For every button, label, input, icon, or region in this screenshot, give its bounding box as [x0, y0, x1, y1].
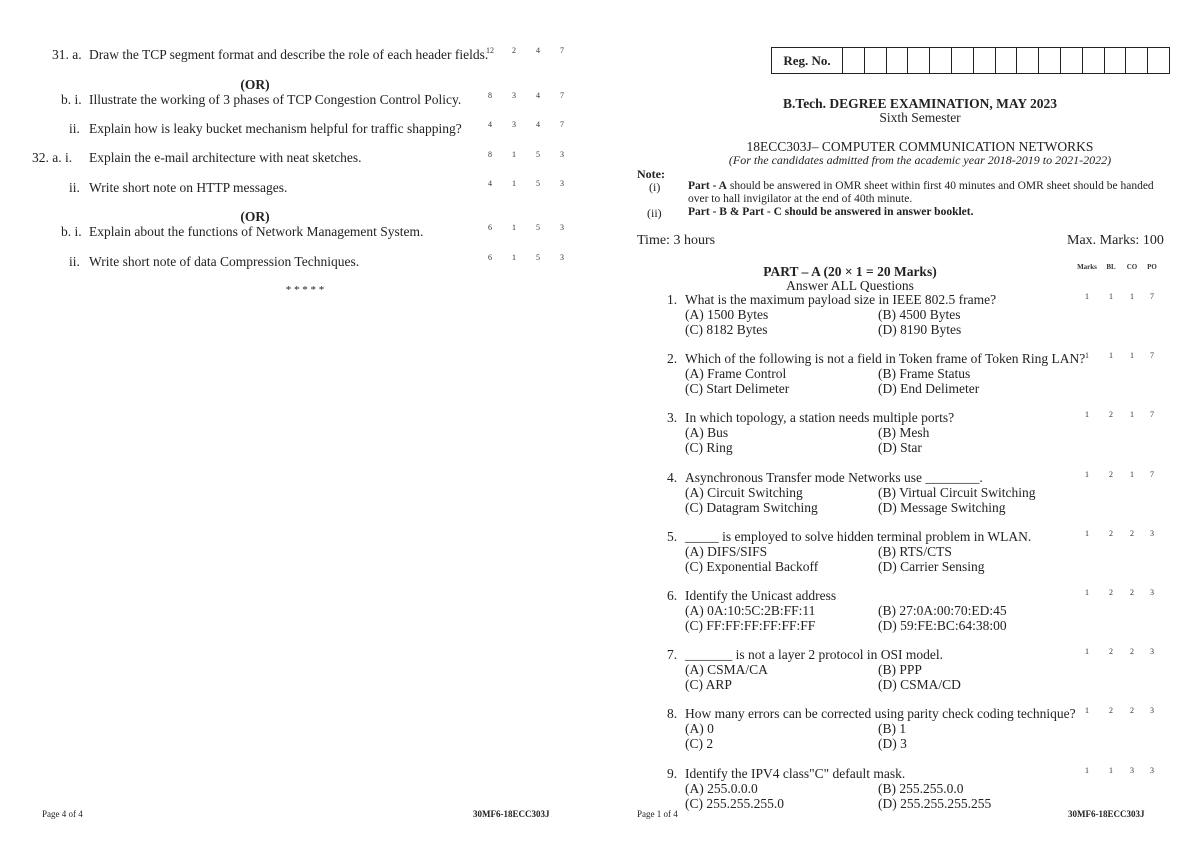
- note-label: Note:: [637, 167, 665, 181]
- marks-value: 4: [488, 120, 492, 129]
- po-value: 7: [560, 46, 564, 55]
- reg-digit-cell[interactable]: [952, 48, 974, 73]
- bl-value: 2: [1109, 410, 1113, 420]
- note-i-line2: over to hall invigilator at the end of 40th minute.: [688, 193, 913, 205]
- option-a: (A) 0A:10:5C:2B:FF:11: [685, 603, 816, 618]
- q31bi-text: Illustrate the working of 3 phases of TCP Congestion Control Policy.: [89, 92, 462, 107]
- bl-value: 1: [512, 223, 516, 232]
- marks-value: 8: [488, 91, 492, 100]
- q31a-text: Draw the TCP segment format and describe the role of each header fields.: [89, 47, 489, 62]
- co-value: 5: [536, 253, 540, 262]
- marks-value: 6: [488, 253, 492, 262]
- reg-digit-cell[interactable]: [1148, 48, 1169, 73]
- option-c: (C) FF:FF:FF:FF:FF:FF: [685, 618, 816, 633]
- reg-digit-cell[interactable]: [865, 48, 887, 73]
- marks-value: 1: [1085, 351, 1089, 361]
- reg-digit-cell[interactable]: [930, 48, 952, 73]
- bl-value: 2: [1109, 588, 1113, 597]
- marks-value: 1: [1085, 410, 1089, 420]
- bl-value: 1: [512, 179, 516, 188]
- option-a: (A) 1500 Bytes: [685, 307, 769, 322]
- max-marks: Max. Marks: 100: [1067, 233, 1164, 248]
- marks-value: 6: [488, 223, 492, 232]
- option-b: (B) RTS/CTS: [878, 543, 952, 559]
- po-value: 3: [1150, 528, 1154, 538]
- reg-digit-cell[interactable]: [908, 48, 930, 73]
- po-value: 3: [1150, 765, 1154, 775]
- co-value: 5: [536, 223, 540, 232]
- bl-value: 2: [1109, 469, 1113, 479]
- option-d: (D) End Delimeter: [878, 381, 980, 397]
- po-value: 7: [560, 91, 564, 100]
- po-value: 7: [1150, 351, 1154, 361]
- option-a: (A) 0: [685, 721, 714, 737]
- option-a: (A) Circuit Switching: [685, 484, 803, 500]
- reg-digit-cell[interactable]: [1061, 48, 1083, 73]
- question-text: _____ is employed to solve hidden terminal problem in WLAN.: [685, 528, 1032, 544]
- co-value: 2: [1130, 647, 1134, 657]
- reg-digit-cell[interactable]: [974, 48, 996, 73]
- bl-value: 1: [1109, 292, 1113, 301]
- marks-value: 1: [1085, 647, 1089, 657]
- option-c: (C) Exponential Backoff: [685, 558, 819, 574]
- option-a: (A) Bus: [685, 425, 729, 441]
- option-c: (C) 8182 Bytes: [685, 322, 768, 337]
- option-c: (C) 2: [685, 736, 714, 752]
- part-a-title: PART – A (20 × 1 = 20 Marks): [763, 264, 937, 279]
- co-value: 4: [536, 91, 540, 100]
- semester: Sixth Semester: [879, 110, 961, 125]
- question-text: How many errors can be corrected using parity check coding technique?: [685, 706, 1076, 722]
- note-ii-number: (ii): [647, 206, 662, 220]
- marks-value: 1: [1085, 706, 1089, 716]
- question-number: 3.: [667, 410, 678, 426]
- po-value: 3: [560, 150, 564, 159]
- co-value: 1: [1130, 292, 1134, 301]
- po-value: 3: [560, 179, 564, 188]
- co-value: 2: [1130, 528, 1134, 538]
- exam-title: B.Tech. DEGREE EXAMINATION, MAY 2023: [783, 96, 1057, 111]
- q32aii-text: Write short note on HTTP messages.: [89, 180, 288, 195]
- option-d: (D) 255.255.255.255: [878, 795, 992, 811]
- option-a: (A) Frame Control: [685, 366, 787, 382]
- reg-digit-cell[interactable]: [887, 48, 909, 73]
- marks-value: 1: [1085, 528, 1089, 538]
- option-b: (B) 1: [878, 721, 907, 737]
- po-value: 7: [560, 120, 564, 129]
- q32bii-number: ii.: [69, 254, 80, 269]
- time-allowed: Time: 3 hours: [637, 233, 716, 248]
- option-c: (C) 255.255.255.0: [685, 795, 784, 811]
- note-i-bold: Part - A: [688, 180, 727, 192]
- candidates-note: (For the candidates admitted from the academic year 2018-2019 to 2021-2022): [728, 153, 1112, 167]
- reg-digit-cell[interactable]: [1017, 48, 1039, 73]
- note-ii-text: Part - B & Part - C should be answered in answer booklet.: [688, 206, 974, 218]
- footer-page-number: Page 1 of 4: [637, 809, 678, 819]
- bl-value: 1: [512, 253, 516, 262]
- right-page: [600, 0, 1200, 848]
- footer-code: 30MF6-18ECC303J: [1068, 809, 1145, 819]
- reg-digit-cell[interactable]: [1083, 48, 1105, 73]
- option-b: (B) Virtual Circuit Switching: [878, 484, 1036, 500]
- q31bii-text: Explain how is leaky bucket mechanism helpful for traffic shapping?: [89, 121, 462, 136]
- option-d: (D) Carrier Sensing: [878, 558, 985, 574]
- bl-value: 3: [512, 120, 516, 129]
- question-text: In which topology, a station needs multiple ports?: [685, 410, 955, 426]
- q32ai-text: Explain the e-mail architecture with neat sketches.: [89, 150, 362, 165]
- co-value: 2: [1130, 706, 1134, 716]
- question-text: Identify the Unicast address: [685, 588, 837, 603]
- co-value: 3: [1130, 765, 1134, 775]
- option-b: (B) Mesh: [878, 425, 930, 441]
- q32aii-number: ii.: [69, 180, 80, 195]
- marks-value: 1: [1085, 469, 1089, 479]
- question-text: _______ is not a layer 2 protocol in OSI model.: [685, 647, 943, 663]
- option-d: (D) Star: [878, 440, 922, 456]
- option-a: (A) 255.0.0.0: [685, 780, 758, 796]
- option-b: (B) 4500 Bytes: [878, 307, 961, 322]
- marks-value: 8: [488, 150, 492, 159]
- co-value: 5: [536, 150, 540, 159]
- marks-value: 12: [486, 46, 494, 55]
- reg-digit-cell[interactable]: [843, 48, 865, 73]
- marks-value: 1: [1085, 292, 1089, 301]
- option-d: (D) 8190 Bytes: [878, 322, 962, 337]
- note-i-text: should be answered in OMR sheet within first 40 minutes and OMR sheet should be handed: [729, 180, 1154, 192]
- option-b: (B) 255.255.0.0: [878, 780, 964, 796]
- option-a: (A) DIFS/SIFS: [685, 543, 768, 559]
- co-value: 4: [536, 120, 540, 129]
- q31bi-number: b. i.: [61, 92, 82, 107]
- bl-value: 1: [1109, 765, 1113, 775]
- po-value: 3: [560, 223, 564, 232]
- answer-all: Answer ALL Questions: [786, 278, 914, 293]
- or-divider: (OR): [240, 209, 270, 224]
- reg-no-label: Reg. No.: [772, 48, 843, 73]
- or-divider: (OR): [240, 77, 270, 92]
- reg-digit-cell[interactable]: [1039, 48, 1061, 73]
- option-d: (D) CSMA/CD: [878, 677, 961, 693]
- question-number: 9.: [667, 765, 678, 781]
- option-c: (C) Start Delimeter: [685, 381, 790, 397]
- marks-value: 1: [1085, 588, 1089, 597]
- question-number: 8.: [667, 706, 678, 722]
- co-value: 1: [1130, 469, 1134, 479]
- question-text: Identify the IPV4 class"C" default mask.: [685, 765, 906, 781]
- option-b: (B) PPP: [878, 662, 922, 678]
- question-text: Asynchronous Transfer mode Networks use ________.: [685, 469, 983, 485]
- option-c: (C) Datagram Switching: [685, 499, 818, 515]
- option-d: (D) 3: [878, 736, 907, 752]
- po-value: 7: [1150, 469, 1154, 479]
- co-value: 2: [1130, 588, 1134, 597]
- q32ai-number: 32. a. i.: [32, 150, 73, 165]
- po-value: 3: [1150, 647, 1154, 657]
- q32bii-text: Write short note of data Compression Techniques.: [89, 254, 360, 269]
- option-c: (C) Ring: [685, 440, 733, 456]
- option-b: (B) 27:0A:00:70:ED:45: [878, 603, 1007, 618]
- reg-digit-cell[interactable]: [1105, 48, 1127, 73]
- footer-page-number: Page 4 of 4: [42, 809, 83, 819]
- option-c: (C) ARP: [685, 677, 732, 693]
- po-value: 3: [1150, 588, 1154, 597]
- marks-value: 1: [1085, 765, 1089, 775]
- bl-value: 1: [1109, 351, 1113, 361]
- bl-value: 2: [1109, 647, 1113, 657]
- course-title: 18ECC303J– COMPUTER COMMUNICATION NETWORKS: [746, 139, 1094, 154]
- end-marker: * * * * *: [285, 284, 325, 296]
- q32bi-text: Explain about the functions of Network Management System.: [89, 224, 424, 239]
- co-value: 5: [536, 179, 540, 188]
- co-value: 1: [1130, 351, 1134, 361]
- footer-code: 30MF6-18ECC303J: [473, 809, 550, 819]
- question-text: What is the maximum payload size in IEEE 802.5 frame?: [685, 292, 997, 307]
- q31a-number: 31. a.: [52, 47, 82, 62]
- col-header-bl: BL: [1106, 263, 1116, 271]
- question-number: 5.: [667, 528, 678, 544]
- question-number: 4.: [667, 469, 678, 485]
- reg-digit-cell[interactable]: [1126, 48, 1148, 73]
- po-value: 3: [560, 253, 564, 262]
- question-number: 7.: [667, 647, 678, 663]
- col-header-co: CO: [1126, 263, 1138, 271]
- co-value: 1: [1130, 410, 1134, 420]
- bl-value: 3: [512, 91, 516, 100]
- q32bi-number: b. i.: [61, 224, 82, 239]
- option-a: (A) CSMA/CA: [685, 662, 768, 678]
- reg-digit-cell[interactable]: [996, 48, 1018, 73]
- marks-value: 4: [488, 179, 492, 188]
- option-d: (D) 59:FE:BC:64:38:00: [878, 618, 1007, 633]
- note-i-number: (i): [649, 180, 661, 194]
- reg-no-box[interactable]: [771, 47, 1170, 74]
- bl-value: 2: [1109, 706, 1113, 716]
- question-number: 1.: [667, 292, 678, 307]
- bl-value: 2: [1109, 528, 1113, 538]
- po-value: 3: [1150, 706, 1154, 716]
- bl-value: 2: [512, 46, 516, 55]
- col-header-po: PO: [1147, 263, 1157, 271]
- col-header-marks: Marks: [1077, 263, 1097, 271]
- q31bii-number: ii.: [69, 121, 80, 136]
- question-number: 6.: [667, 588, 678, 603]
- note-i-line1: [688, 180, 1154, 192]
- question-number: 2.: [667, 351, 678, 367]
- bl-value: 1: [512, 150, 516, 159]
- option-b: (B) Frame Status: [878, 366, 971, 382]
- question-text: Which of the following is not a field in Token frame of Token Ring LAN?: [685, 351, 1086, 367]
- option-d: (D) Message Switching: [878, 499, 1006, 515]
- po-value: 7: [1150, 410, 1154, 420]
- co-value: 4: [536, 46, 540, 55]
- po-value: 7: [1150, 292, 1154, 301]
